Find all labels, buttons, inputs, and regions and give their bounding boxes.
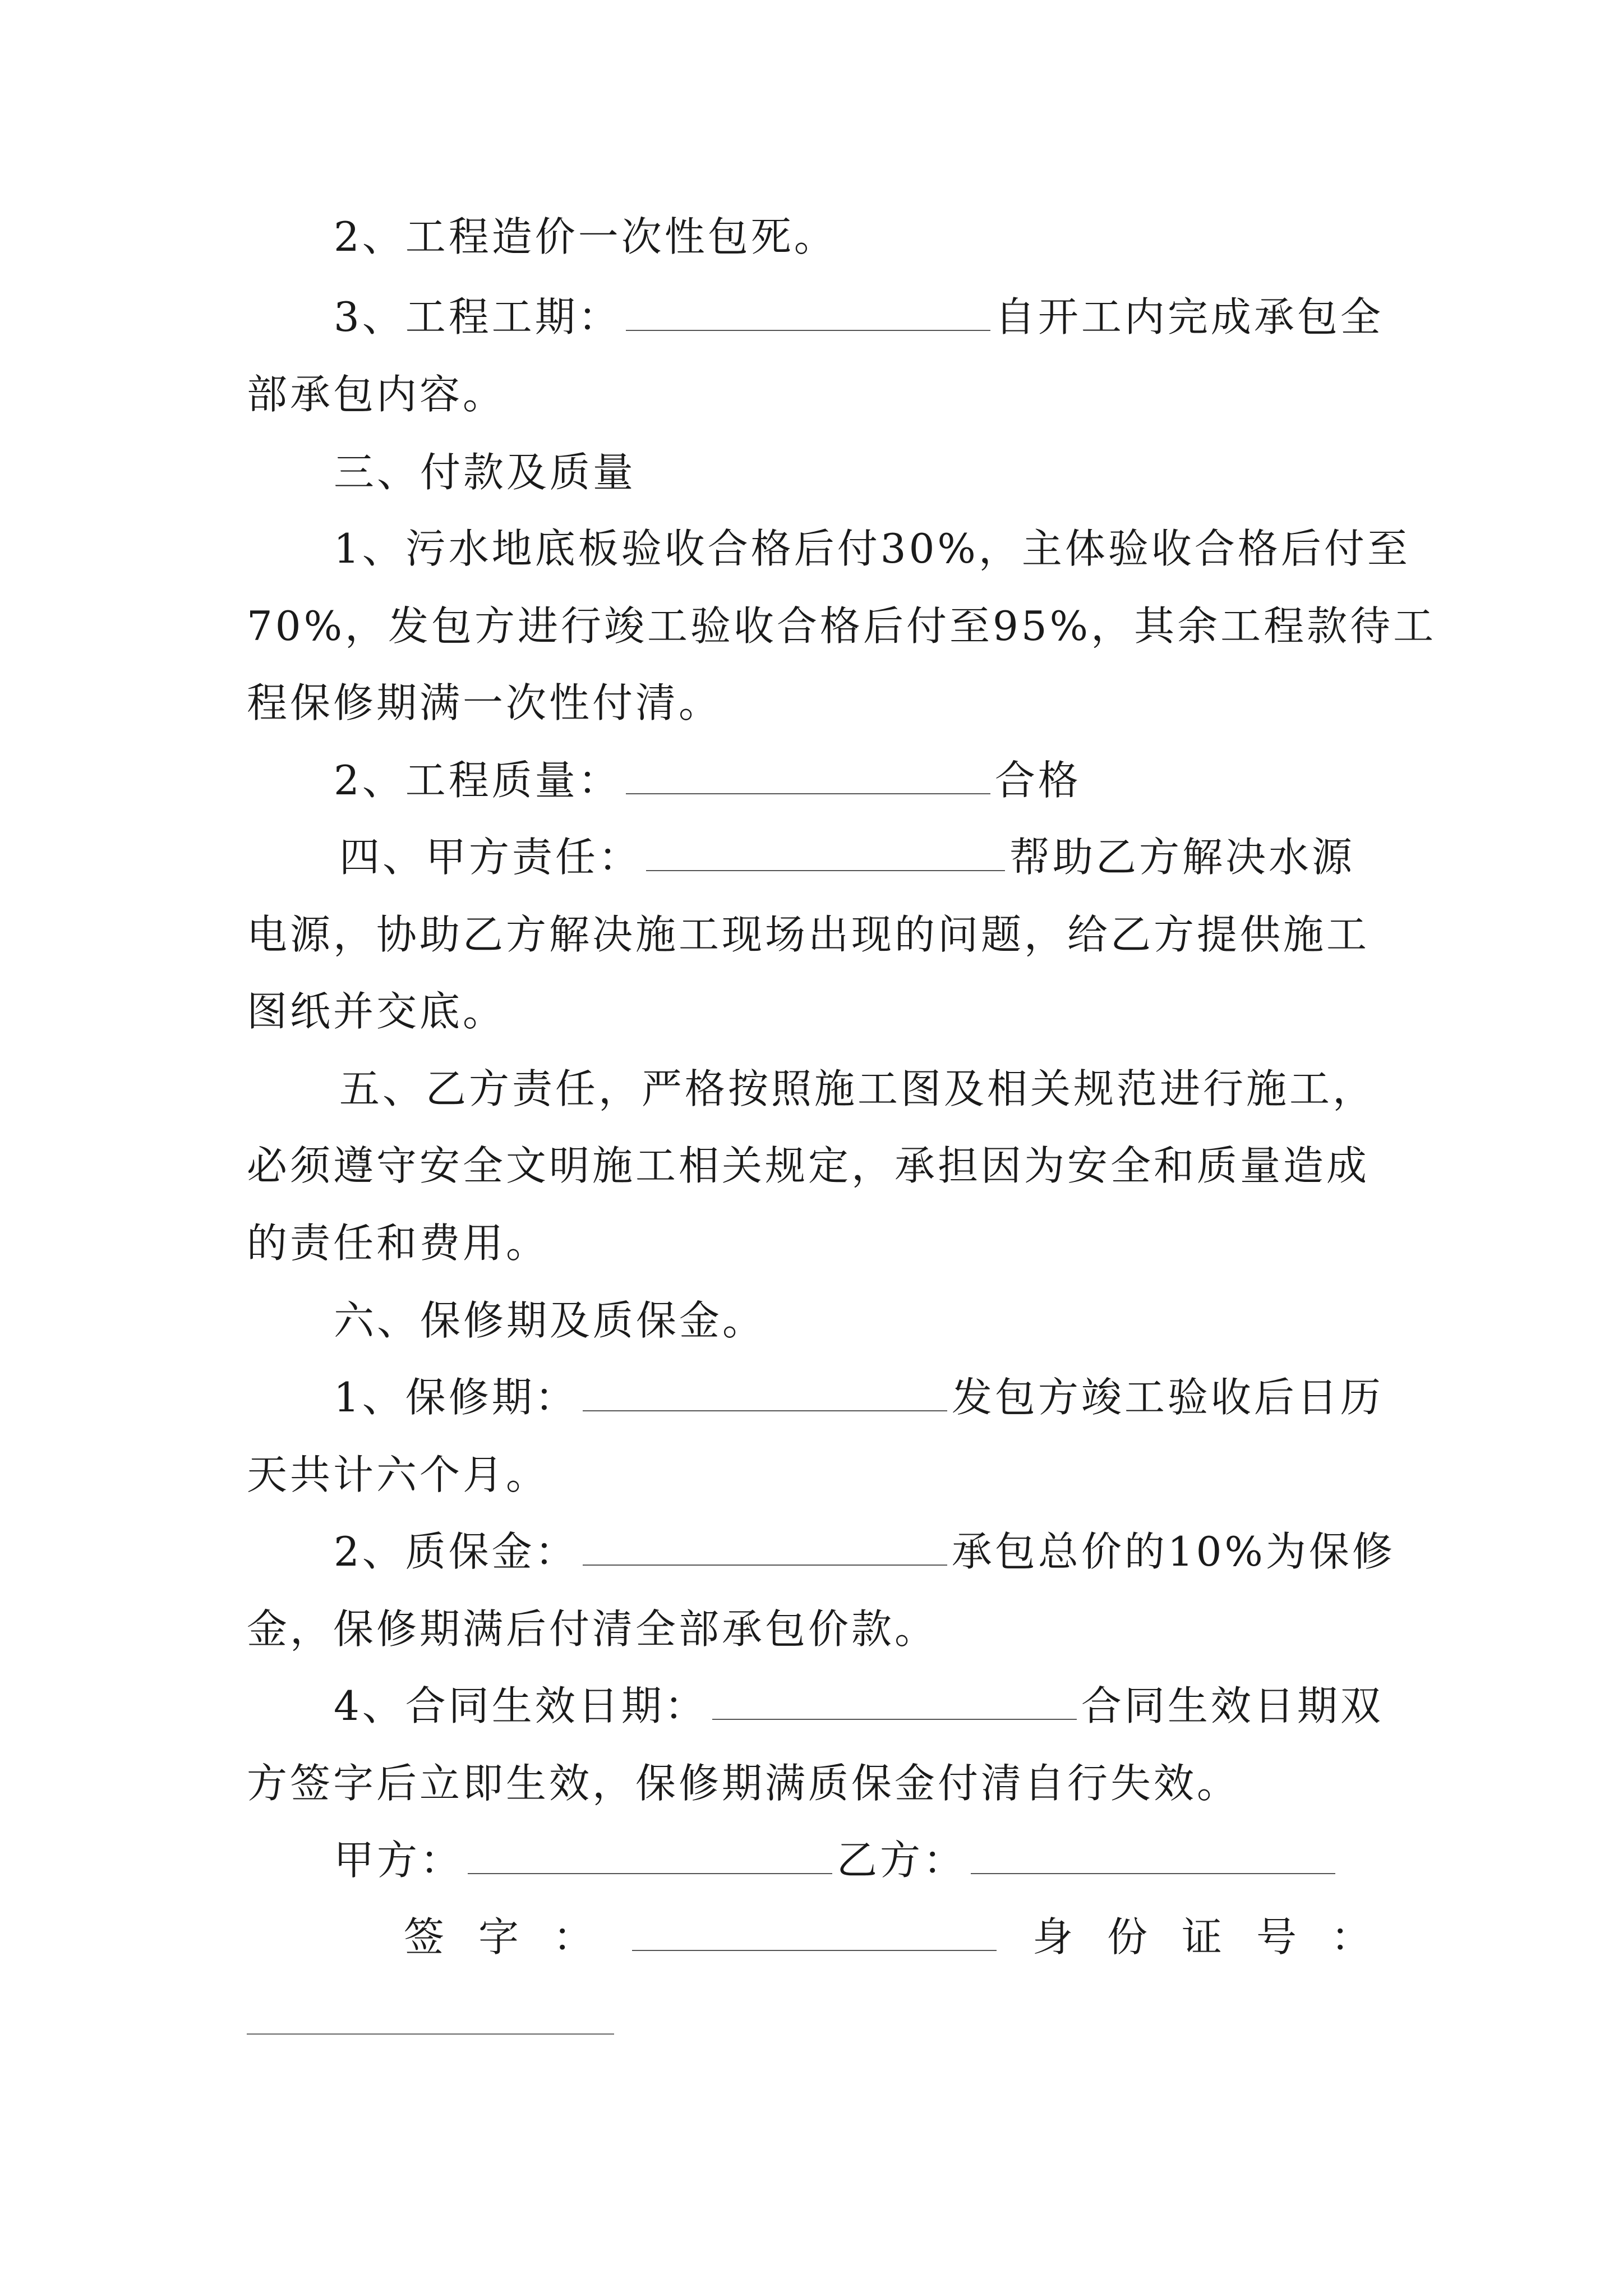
effective-date-blank[interactable] [712, 1682, 1077, 1720]
deposit-blank[interactable] [583, 1527, 947, 1566]
sign-label-char-2: 字 [478, 1913, 522, 1961]
clause-price-text: 2、工程造价一次性包死。 [334, 213, 837, 260]
duration-blank[interactable] [626, 293, 990, 331]
section-warranty-title: 六、保修期及质保金。 [334, 1297, 766, 1344]
clause-payment-line2 [247, 599, 1437, 653]
section-party-b-text-2: 必须遵守安全文明施工相关规定，承担因为安全和质量造成 [247, 1142, 1370, 1189]
clause-deposit-text: 承包总价的10%为保修 [951, 1528, 1395, 1575]
clause-deposit-line2 [247, 1602, 1385, 1656]
section-party-b-line2 [247, 1139, 1385, 1193]
party-a-duty-blank[interactable] [646, 833, 1005, 871]
clause-effective-date-line2 [247, 1756, 1385, 1810]
clause-duration [334, 290, 1472, 344]
section-party-a-line3 [247, 984, 1385, 1038]
sign-id-row [404, 1910, 1374, 1964]
clause-warranty-period-text-2: 天共计六个月。 [247, 1451, 550, 1498]
clause-duration-cont [247, 367, 1385, 421]
party-b-blank[interactable] [971, 1836, 1335, 1874]
id-label-colon: ： [1330, 1913, 1374, 1961]
section-party-b-line3 [247, 1216, 1385, 1270]
clause-quality-label: 2、工程质量： [334, 757, 621, 804]
clause-effective-date-label: 4、合同生效日期： [334, 1682, 708, 1729]
party-a-blank[interactable] [468, 1836, 832, 1874]
section-payment-heading [334, 445, 1472, 499]
id-label-char-3: 证 [1181, 1913, 1225, 1961]
clause-warranty-period-line2 [247, 1448, 1385, 1502]
signature-blank[interactable] [632, 1913, 997, 1951]
party-a-label: 甲方： [334, 1837, 464, 1884]
section-party-a-text-3: 图纸并交底。 [247, 988, 506, 1035]
clause-quality-text: 合格 [994, 757, 1081, 804]
clause-warranty-period [334, 1370, 1472, 1424]
clause-payment-text-1: 1、污水地底板验收合格后付30%，主体验收合格后付至 [334, 525, 1410, 572]
clause-deposit [334, 1525, 1472, 1579]
clause-deposit-text-2: 金，保修期满后付清全部承包价款。 [247, 1605, 938, 1653]
clause-payment-text-2: 70%，发包方进行竣工验收合格后付至95%，其余工程款待工 [247, 602, 1437, 650]
section-party-b [339, 1062, 1478, 1116]
clause-effective-date [334, 1679, 1472, 1733]
section-party-a-text-2: 电源，协助乙方解决施工现场出现的问题，给乙方提供施工 [247, 911, 1370, 958]
section-party-b-text-1: 五、乙方责任，严格按照施工图及相关规范进行施工， [339, 1065, 1376, 1112]
quality-blank[interactable] [626, 756, 990, 794]
section-party-a-text: 帮助乙方解决水源 [1009, 834, 1355, 881]
warranty-period-blank[interactable] [583, 1373, 947, 1411]
clause-duration-text: 自开工内完成承包全 [994, 293, 1384, 341]
clause-duration-cont-text: 部承包内容。 [247, 371, 506, 418]
parties-signature-line [334, 1833, 1472, 1887]
clause-effective-date-text-2: 方签字后立即生效，保修期满质保金付清自行失效。 [247, 1760, 1241, 1807]
section-warranty-heading [334, 1294, 1472, 1347]
clause-payment-line3 [247, 676, 1385, 730]
sign-label-colon: ： [553, 1913, 597, 1961]
clause-payment [334, 522, 1472, 576]
clause-duration-label: 3、工程工期： [334, 293, 621, 341]
clause-payment-text-3: 程保修期满一次性付清。 [247, 679, 722, 726]
section-party-b-text-3: 的责任和费用。 [247, 1220, 550, 1267]
section-party-a-label: 四、甲方责任： [339, 834, 642, 881]
clause-warranty-period-label: 1、保修期： [334, 1374, 578, 1421]
clause-warranty-period-text: 发包方竣工验收后日历 [951, 1374, 1384, 1421]
sign-id-line [404, 1910, 1542, 1964]
id-number-blank[interactable] [247, 2033, 614, 2035]
party-b-label: 乙方： [837, 1837, 967, 1884]
id-label-char-2: 份 [1106, 1913, 1150, 1961]
section-party-a-line2 [247, 908, 1385, 961]
section-payment-title: 三、付款及质量 [334, 449, 637, 496]
section-party-a [339, 830, 1478, 884]
id-label-char-4: 号 [1256, 1913, 1299, 1961]
clause-quality [334, 753, 1472, 807]
sign-label-char-1: 签 [404, 1913, 448, 1961]
clause-effective-date-text: 合同生效日期双 [1081, 1682, 1384, 1729]
clause-price [334, 210, 1472, 264]
id-label-char-1: 身 [1032, 1913, 1076, 1961]
clause-deposit-label: 2、质保金： [334, 1528, 578, 1575]
